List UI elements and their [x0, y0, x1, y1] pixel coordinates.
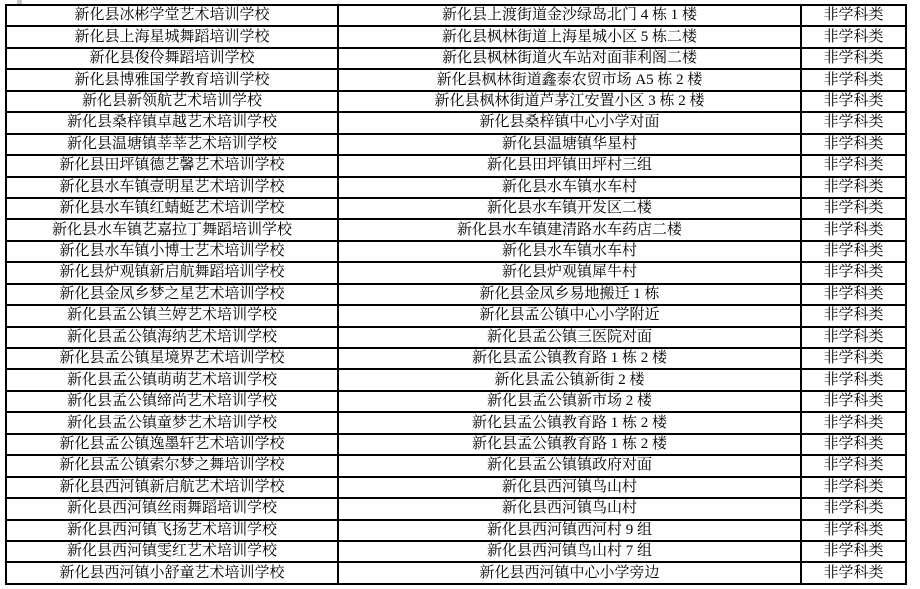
address-cell: 新化县枫林街道芦茅江安置小区 3 栋 2 楼 — [338, 91, 801, 112]
category-cell: 非学科类 — [801, 177, 906, 198]
address-cell: 新化县水车镇开发区二楼 — [338, 198, 801, 219]
school-name-cell: 新化县孟公镇萌萌艺术培训学校 — [6, 369, 338, 390]
category-cell: 非学科类 — [801, 348, 906, 369]
table-body — [6, 5, 906, 584]
address-cell: 新化县西河镇鸟山村 7 组 — [338, 541, 801, 562]
school-name-cell: 新化县水车镇小博士艺术培训学校 — [6, 241, 338, 262]
address-cell: 新化县水车镇建清路水车药店二楼 — [338, 219, 801, 240]
category-cell: 非学科类 — [801, 5, 906, 26]
table-row — [6, 369, 906, 390]
address-cell: 新化县上渡街道金沙绿岛北门 4 栋 1 楼 — [338, 5, 801, 26]
school-name-cell: 新化县孟公镇逸墨轩艺术培训学校 — [6, 434, 338, 455]
category-cell: 非学科类 — [801, 391, 906, 412]
table-row — [6, 520, 906, 541]
table-row — [6, 112, 906, 133]
school-name-cell: 新化县西河镇飞扬艺术培训学校 — [6, 520, 338, 541]
category-cell: 非学科类 — [801, 69, 906, 90]
table-row — [6, 48, 906, 69]
address-cell: 新化县枫林街道鑫泰农贸市场 A5 栋 2 楼 — [338, 69, 801, 90]
category-cell: 非学科类 — [801, 284, 906, 305]
category-cell: 非学科类 — [801, 327, 906, 348]
table-row — [6, 91, 906, 112]
school-name-cell: 新化县田坪镇德艺馨艺术培训学校 — [6, 155, 338, 176]
address-cell: 新化县西河镇西河村 9 组 — [338, 520, 801, 541]
table-row — [6, 134, 906, 155]
category-cell: 非学科类 — [801, 520, 906, 541]
address-cell: 新化县孟公镇教育路 1 栋 2 楼 — [338, 412, 801, 433]
table-row — [6, 219, 906, 240]
table-row — [6, 5, 906, 26]
school-name-cell: 新化县水车镇壹明星艺术培训学校 — [6, 177, 338, 198]
table-row — [6, 327, 906, 348]
category-cell: 非学科类 — [801, 562, 906, 584]
address-cell: 新化县孟公镇三医院对面 — [338, 327, 801, 348]
table-row — [6, 241, 906, 262]
address-cell: 新化县桑梓镇中心小学对面 — [338, 112, 801, 133]
table-row — [6, 562, 906, 584]
address-cell: 新化县水车镇水车村 — [338, 241, 801, 262]
school-name-cell: 新化县温塘镇莘莘艺术培训学校 — [6, 134, 338, 155]
category-cell: 非学科类 — [801, 412, 906, 433]
school-name-cell: 新化县金凤乡梦之星艺术培训学校 — [6, 284, 338, 305]
category-cell: 非学科类 — [801, 498, 906, 519]
table-row — [6, 26, 906, 47]
school-name-cell: 新化县孟公镇缔尚艺术培训学校 — [6, 391, 338, 412]
school-name-cell: 新化县孟公镇索尔梦之舞培训学校 — [6, 455, 338, 476]
school-name-cell: 新化县孟公镇兰婷艺术培训学校 — [6, 305, 338, 326]
table-row — [6, 348, 906, 369]
address-cell: 新化县孟公镇中心小学附近 — [338, 305, 801, 326]
training-schools-table — [5, 4, 907, 585]
table-row — [6, 434, 906, 455]
category-cell: 非学科类 — [801, 241, 906, 262]
table-row — [6, 477, 906, 498]
category-cell: 非学科类 — [801, 369, 906, 390]
address-cell: 新化县金凤乡易地搬迁 1 栋 — [338, 284, 801, 305]
address-cell: 新化县水车镇水车村 — [338, 177, 801, 198]
school-name-cell: 新化县孟公镇海纳艺术培训学校 — [6, 327, 338, 348]
table-row — [6, 177, 906, 198]
school-name-cell: 新化县博雅国学教育培训学校 — [6, 69, 338, 90]
category-cell: 非学科类 — [801, 262, 906, 283]
category-cell: 非学科类 — [801, 112, 906, 133]
table-row — [6, 498, 906, 519]
school-name-cell: 新化县西河镇丝雨舞蹈培训学校 — [6, 498, 338, 519]
address-cell: 新化县枫林街道上海星城小区 5 栋二楼 — [338, 26, 801, 47]
category-cell: 非学科类 — [801, 48, 906, 69]
school-name-cell: 新化县水车镇艺嘉拉丁舞蹈培训学校 — [6, 219, 338, 240]
address-cell: 新化县孟公镇新市场 2 楼 — [338, 391, 801, 412]
school-name-cell: 新化县冰彬学堂艺术培训学校 — [6, 5, 338, 26]
table-row — [6, 198, 906, 219]
table-row — [6, 412, 906, 433]
school-name-cell: 新化县西河镇小舒童艺术培训学校 — [6, 562, 338, 584]
address-cell: 新化县温塘镇华星村 — [338, 134, 801, 155]
category-cell: 非学科类 — [801, 198, 906, 219]
category-cell: 非学科类 — [801, 155, 906, 176]
table-row — [6, 69, 906, 90]
school-name-cell: 新化县桑梓镇卓越艺术培训学校 — [6, 112, 338, 133]
category-cell: 非学科类 — [801, 541, 906, 562]
category-cell: 非学科类 — [801, 26, 906, 47]
address-cell: 新化县炉观镇犀牛村 — [338, 262, 801, 283]
category-cell: 非学科类 — [801, 434, 906, 455]
address-cell: 新化县田坪镇田坪村三组 — [338, 155, 801, 176]
school-name-cell: 新化县西河镇新启航艺术培训学校 — [6, 477, 338, 498]
table-row — [6, 284, 906, 305]
address-cell: 新化县孟公镇教育路 1 栋 2 楼 — [338, 348, 801, 369]
address-cell: 新化县西河镇鸟山村 — [338, 498, 801, 519]
category-cell: 非学科类 — [801, 305, 906, 326]
school-name-cell: 新化县上海星城舞蹈培训学校 — [6, 26, 338, 47]
category-cell: 非学科类 — [801, 134, 906, 155]
category-cell: 非学科类 — [801, 477, 906, 498]
school-name-cell: 新化县新领航艺术培训学校 — [6, 91, 338, 112]
school-name-cell: 新化县俊伶舞蹈培训学校 — [6, 48, 338, 69]
school-name-cell: 新化县炉观镇新启航舞蹈培训学校 — [6, 262, 338, 283]
table-row — [6, 541, 906, 562]
table-row — [6, 305, 906, 326]
school-name-cell: 新化县孟公镇星境界艺术培训学校 — [6, 348, 338, 369]
school-name-cell: 新化县西河镇雯红艺术培训学校 — [6, 541, 338, 562]
category-cell: 非学科类 — [801, 455, 906, 476]
address-cell: 新化县孟公镇镇政府对面 — [338, 455, 801, 476]
school-name-cell: 新化县水车镇红蜻蜓艺术培训学校 — [6, 198, 338, 219]
table-row — [6, 262, 906, 283]
address-cell: 新化县孟公镇新街 2 楼 — [338, 369, 801, 390]
category-cell: 非学科类 — [801, 91, 906, 112]
table-row — [6, 391, 906, 412]
category-cell: 非学科类 — [801, 219, 906, 240]
address-cell: 新化县西河镇中心小学旁边 — [338, 562, 801, 584]
address-cell: 新化县西河镇鸟山村 — [338, 477, 801, 498]
table-row — [6, 155, 906, 176]
address-cell: 新化县孟公镇教育路 1 栋 2 楼 — [338, 434, 801, 455]
address-cell: 新化县枫林街道火车站对面菲利阁二楼 — [338, 48, 801, 69]
table-row — [6, 455, 906, 476]
school-name-cell: 新化县孟公镇童梦艺术培训学校 — [6, 412, 338, 433]
